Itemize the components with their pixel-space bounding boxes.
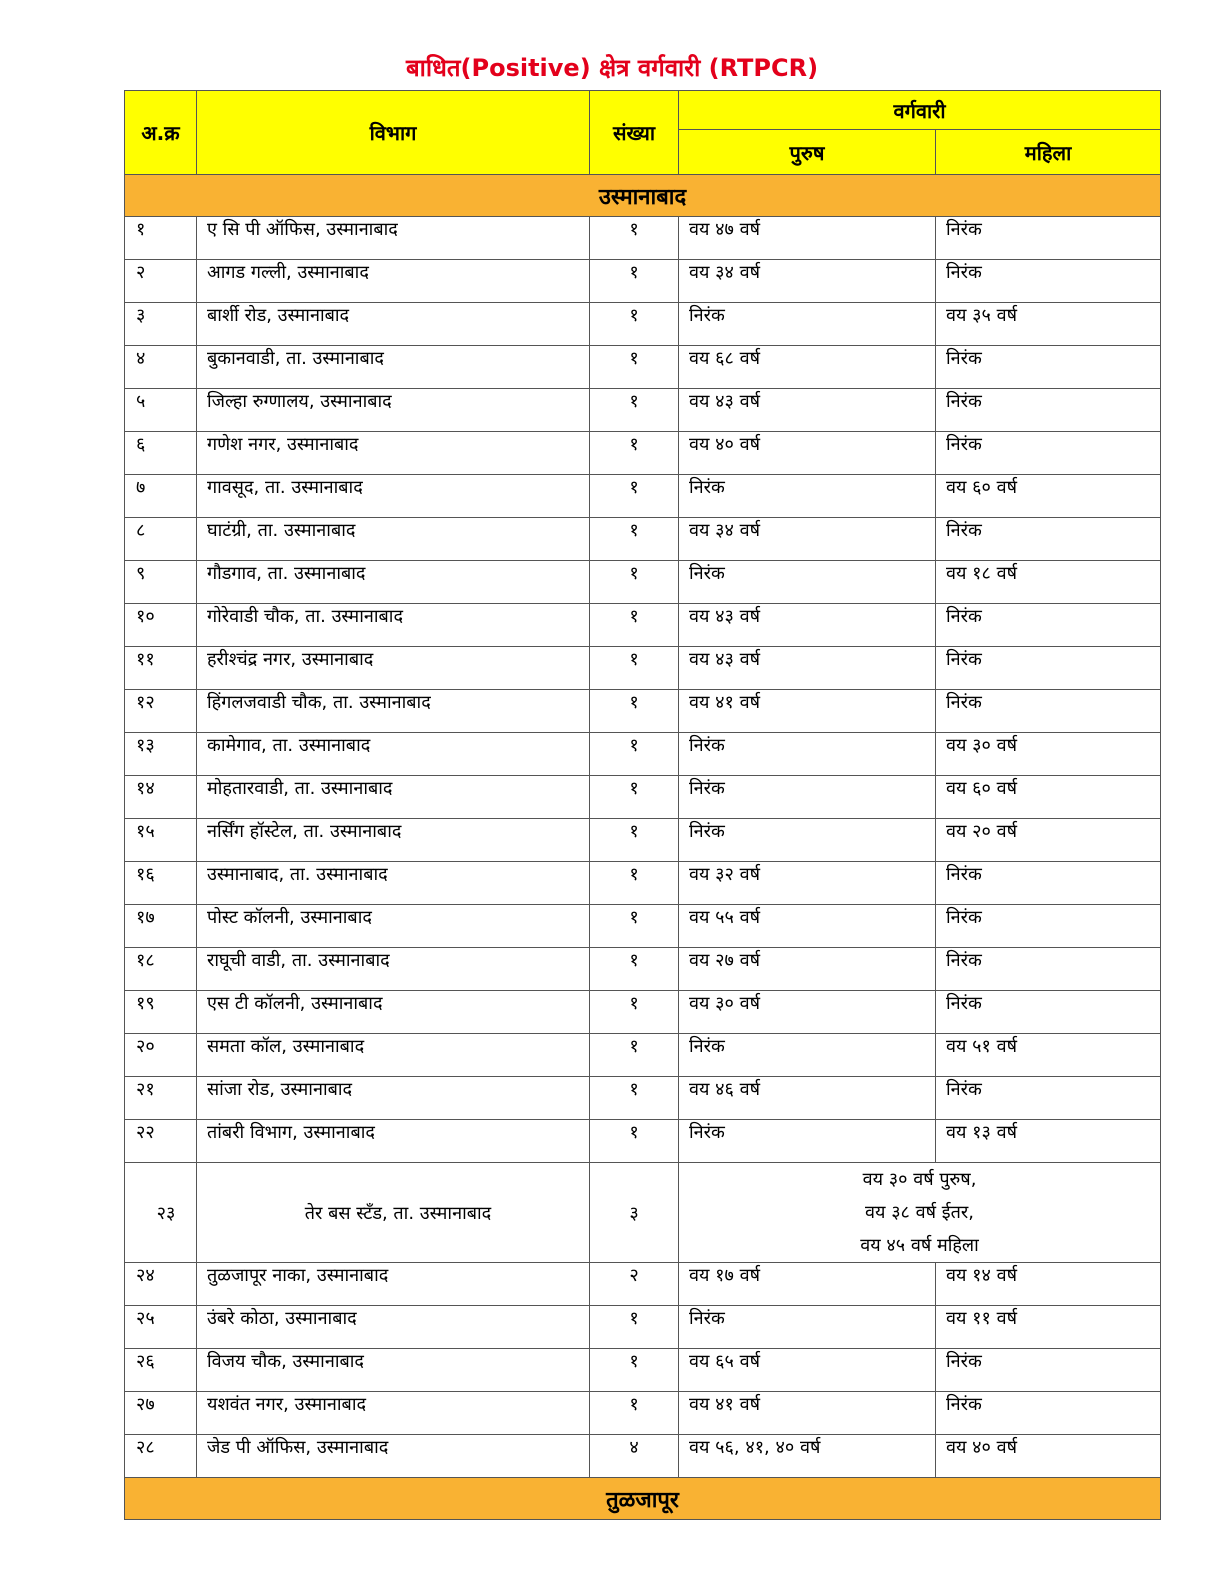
row-male: वय ४० वर्ष [679, 432, 936, 475]
table-row [125, 303, 1161, 346]
row-count: २ [590, 1263, 679, 1306]
row-count: १ [590, 475, 679, 518]
row-male: वय ३४ वर्ष [679, 260, 936, 303]
row-area: ए सि पी ऑफिस, उस्मानाबाद [197, 217, 590, 260]
table-row [125, 1120, 1161, 1163]
header-female: महिला [936, 130, 1161, 175]
row-count: १ [590, 217, 679, 260]
header-male: पुरुष [679, 130, 936, 175]
row-male: निरंक [679, 1306, 936, 1349]
row-female: वय २० वर्ष [936, 819, 1161, 862]
row-female: वय ११ वर्ष [936, 1306, 1161, 1349]
row-male: वय ३० वर्ष [679, 991, 936, 1034]
row-count: ३ [590, 1163, 679, 1263]
row-area: गौडगाव, ता. उस्मानाबाद [197, 561, 590, 604]
row-area: जिल्हा रुग्णालय, उस्मानाबाद [197, 389, 590, 432]
table-row [125, 1306, 1161, 1349]
row-serial: १५ [125, 819, 197, 862]
table-row [125, 690, 1161, 733]
row-serial: ११ [125, 647, 197, 690]
table-row [125, 604, 1161, 647]
row-female: निरंक [936, 1392, 1161, 1435]
row-female: निरंक [936, 862, 1161, 905]
section-row [125, 175, 1161, 217]
row-area: तांबरी विभाग, उस्मानाबाद [197, 1120, 590, 1163]
row-serial: २ [125, 260, 197, 303]
row-area: गोरेवाडी चौक, ता. उस्मानाबाद [197, 604, 590, 647]
row-serial: २४ [125, 1263, 197, 1306]
row-female: निरंक [936, 905, 1161, 948]
row-serial: ६ [125, 432, 197, 475]
row-area: जेड पी ऑफिस, उस्मानाबाद [197, 1435, 590, 1478]
table-header [125, 91, 1161, 175]
row-female: वय ३० वर्ष [936, 733, 1161, 776]
table-row [125, 948, 1161, 991]
table-row [125, 389, 1161, 432]
row-count: १ [590, 1306, 679, 1349]
row-serial: २८ [125, 1435, 197, 1478]
row-female: वय १३ वर्ष [936, 1120, 1161, 1163]
row-male: वय ६८ वर्ष [679, 346, 936, 389]
row-count: १ [590, 905, 679, 948]
row-area: बुकानवाडी, ता. उस्मानाबाद [197, 346, 590, 389]
row-serial: २५ [125, 1306, 197, 1349]
row-count: १ [590, 948, 679, 991]
table-body [125, 175, 1161, 1520]
row-area: तेर बस स्टँड, ता. उस्मानाबाद [197, 1163, 590, 1263]
row-count: १ [590, 690, 679, 733]
row-count: १ [590, 604, 679, 647]
row-male: निरंक [679, 733, 936, 776]
row-count: १ [590, 346, 679, 389]
header-serial: अ.क्र [125, 91, 197, 175]
row-male: वय २७ वर्ष [679, 948, 936, 991]
row-female: वय ५१ वर्ष [936, 1034, 1161, 1077]
row-female: निरंक [936, 948, 1161, 991]
row-area: हरीश्चंद्र नगर, उस्मानाबाद [197, 647, 590, 690]
row-area: गणेश नगर, उस्मानाबाद [197, 432, 590, 475]
row-count: १ [590, 303, 679, 346]
row-count: १ [590, 260, 679, 303]
row-female: वय १४ वर्ष [936, 1263, 1161, 1306]
row-serial: ७ [125, 475, 197, 518]
row-female: निरंक [936, 217, 1161, 260]
row-area: विजय चौक, उस्मानाबाद [197, 1349, 590, 1392]
row-area: गावसूद, ता. उस्मानाबाद [197, 475, 590, 518]
row-male: वय ४६ वर्ष [679, 1077, 936, 1120]
table-row [125, 432, 1161, 475]
row-area: हिंगलजवाडी चौक, ता. उस्मानाबाद [197, 690, 590, 733]
row-count: १ [590, 389, 679, 432]
row-female: निरंक [936, 518, 1161, 561]
section-heading: उस्मानाबाद [125, 175, 1161, 217]
table-row [125, 819, 1161, 862]
positive-area-table [124, 90, 1161, 1520]
row-count: १ [590, 1034, 679, 1077]
row-male: वय १७ वर्ष [679, 1263, 936, 1306]
table-row [125, 1263, 1161, 1306]
row-female: वय ४० वर्ष [936, 1435, 1161, 1478]
row-female: निरंक [936, 1077, 1161, 1120]
row-serial: २२ [125, 1120, 197, 1163]
row-male: वय ४३ वर्ष [679, 389, 936, 432]
row-area: सांजा रोड, उस्मानाबाद [197, 1077, 590, 1120]
row-male: वय ४१ वर्ष [679, 1392, 936, 1435]
table-row [125, 1163, 1161, 1263]
row-area: कामेगाव, ता. उस्मानाबाद [197, 733, 590, 776]
row-count: १ [590, 1120, 679, 1163]
row-serial: २६ [125, 1349, 197, 1392]
row-serial: १८ [125, 948, 197, 991]
row-male: वय ४७ वर्ष [679, 217, 936, 260]
row-male: निरंक [679, 776, 936, 819]
row-male: निरंक [679, 303, 936, 346]
row-male: वय ५६, ४१, ४० वर्ष [679, 1435, 936, 1478]
row-count: १ [590, 1349, 679, 1392]
table-row [125, 733, 1161, 776]
row-count: १ [590, 647, 679, 690]
row-female: निरंक [936, 604, 1161, 647]
row-count: १ [590, 733, 679, 776]
row-area: बार्शी रोड, उस्मानाबाद [197, 303, 590, 346]
table-row [125, 1435, 1161, 1478]
category-line: वय ३८ वर्ष ईतर, [865, 1202, 974, 1223]
row-male: निरंक [679, 819, 936, 862]
category-line: वय ३० वर्ष पुरुष, [862, 1169, 977, 1190]
row-serial: १ [125, 217, 197, 260]
row-count: १ [590, 432, 679, 475]
row-male: वय ३४ वर्ष [679, 518, 936, 561]
table-row [125, 862, 1161, 905]
table-row [125, 1034, 1161, 1077]
row-serial: १४ [125, 776, 197, 819]
row-female: निरंक [936, 389, 1161, 432]
row-serial: १२ [125, 690, 197, 733]
section-heading: तुळजापूर [125, 1478, 1161, 1520]
row-male: वय ६५ वर्ष [679, 1349, 936, 1392]
category-line: वय ४५ वर्ष महिला [860, 1235, 979, 1256]
row-count: १ [590, 518, 679, 561]
row-male: निरंक [679, 475, 936, 518]
row-count: १ [590, 1392, 679, 1435]
page-title: बाधित(Positive) क्षेत्र वर्गवारी (RTPCR) [405, 54, 819, 82]
row-area: उस्मानाबाद, ता. उस्मानाबाद [197, 862, 590, 905]
section-row [125, 1478, 1161, 1520]
row-female: वय ६० वर्ष [936, 475, 1161, 518]
row-count: १ [590, 1077, 679, 1120]
row-count: ४ [590, 1435, 679, 1478]
row-serial: १६ [125, 862, 197, 905]
header-category: वर्गवारी [679, 91, 1161, 130]
row-area: नर्सिंग हॉस्टेल, ता. उस्मानाबाद [197, 819, 590, 862]
row-count: १ [590, 561, 679, 604]
table-row [125, 1392, 1161, 1435]
row-count: १ [590, 819, 679, 862]
row-serial: २७ [125, 1392, 197, 1435]
table-row [125, 475, 1161, 518]
row-count: १ [590, 862, 679, 905]
row-area: एस टी कॉलनी, उस्मानाबाद [197, 991, 590, 1034]
row-male: वय ४१ वर्ष [679, 690, 936, 733]
row-area: मोहतारवाडी, ता. उस्मानाबाद [197, 776, 590, 819]
row-area: आगड गल्ली, उस्मानाबाद [197, 260, 590, 303]
table-row [125, 1349, 1161, 1392]
table-row [125, 991, 1161, 1034]
row-male: वय ३२ वर्ष [679, 862, 936, 905]
row-male: निरंक [679, 1034, 936, 1077]
row-male: निरंक [679, 561, 936, 604]
row-area: यशवंत नगर, उस्मानाबाद [197, 1392, 590, 1435]
row-male: वय ५५ वर्ष [679, 905, 936, 948]
row-serial: ३ [125, 303, 197, 346]
row-female: निरंक [936, 647, 1161, 690]
row-area: राघूची वाडी, ता. उस्मानाबाद [197, 948, 590, 991]
row-serial: ९ [125, 561, 197, 604]
row-male: निरंक [679, 1120, 936, 1163]
header-area: विभाग [197, 91, 590, 175]
row-serial: १० [125, 604, 197, 647]
row-area: तुळजापूर नाका, उस्मानाबाद [197, 1263, 590, 1306]
table-row [125, 561, 1161, 604]
table-row [125, 217, 1161, 260]
row-serial: १७ [125, 905, 197, 948]
row-female: निरंक [936, 1349, 1161, 1392]
row-serial: ८ [125, 518, 197, 561]
row-female: निरंक [936, 260, 1161, 303]
table-row [125, 518, 1161, 561]
row-count: १ [590, 776, 679, 819]
row-female: निरंक [936, 991, 1161, 1034]
row-female: निरंक [936, 690, 1161, 733]
row-serial: १९ [125, 991, 197, 1034]
row-serial: ५ [125, 389, 197, 432]
row-area: उंबरे कोठा, उस्मानाबाद [197, 1306, 590, 1349]
row-male: वय ४३ वर्ष [679, 604, 936, 647]
table-row [125, 905, 1161, 948]
row-male: वय ४३ वर्ष [679, 647, 936, 690]
header-count: संख्या [590, 91, 679, 175]
table-row [125, 346, 1161, 389]
row-category-merged [679, 1163, 1161, 1263]
row-area: पोस्ट कॉलनी, उस्मानाबाद [197, 905, 590, 948]
row-serial: २१ [125, 1077, 197, 1120]
row-count: १ [590, 991, 679, 1034]
row-area: घाटंग्री, ता. उस्मानाबाद [197, 518, 590, 561]
row-serial: २३ [125, 1163, 197, 1263]
row-female: निरंक [936, 432, 1161, 475]
row-female: वय ३५ वर्ष [936, 303, 1161, 346]
row-female: निरंक [936, 346, 1161, 389]
table-row [125, 776, 1161, 819]
row-serial: ४ [125, 346, 197, 389]
row-serial: १३ [125, 733, 197, 776]
table-row [125, 1077, 1161, 1120]
row-area: समता कॉल, उस्मानाबाद [197, 1034, 590, 1077]
row-serial: २० [125, 1034, 197, 1077]
table-row [125, 260, 1161, 303]
row-female: वय १८ वर्ष [936, 561, 1161, 604]
table-row [125, 647, 1161, 690]
row-female: वय ६० वर्ष [936, 776, 1161, 819]
